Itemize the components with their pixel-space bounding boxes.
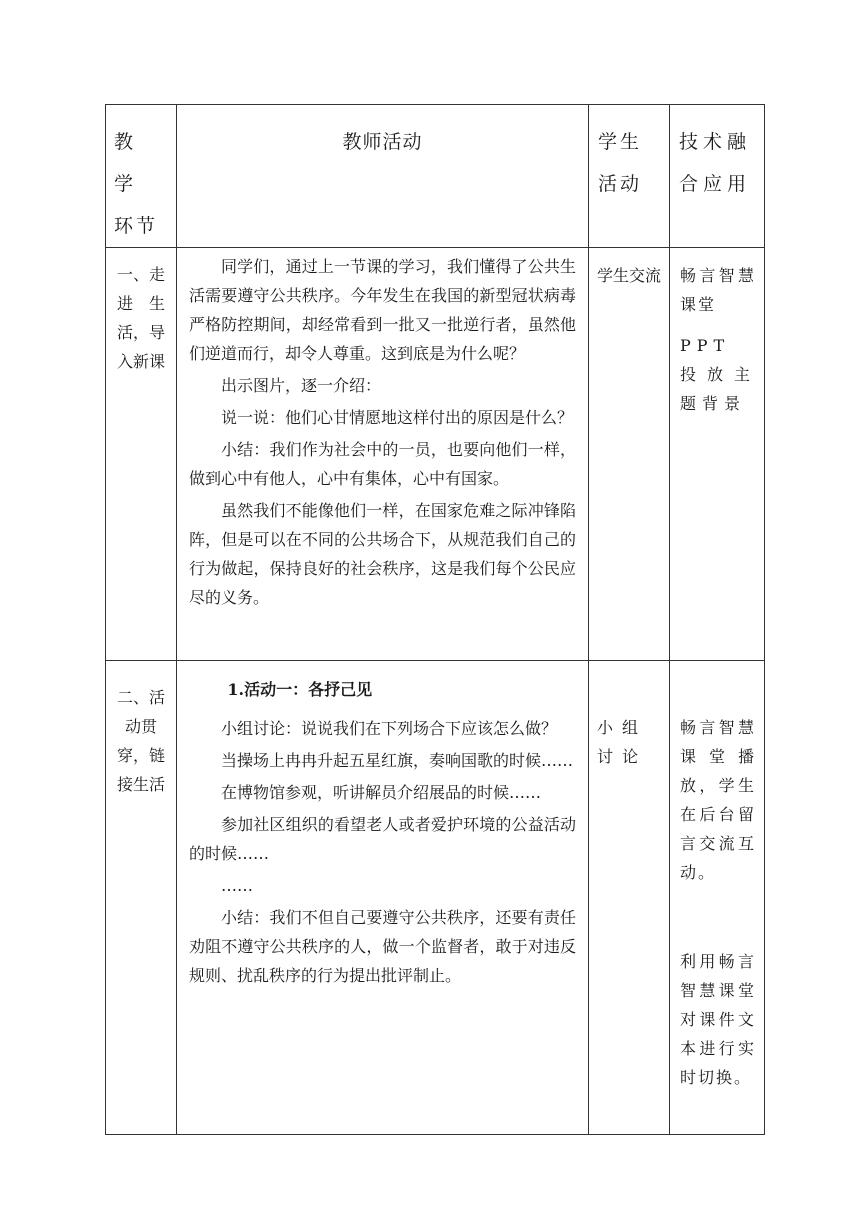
teacher-paragraph: 当操场上冉冉升起五星红旗，奏响国歌的时候…… [221,751,574,770]
header-student-line1: 学生 [598,131,643,153]
stage-cell [106,248,177,661]
lesson-plan-table [105,104,765,1135]
table-header-row [106,105,765,248]
header-tech-line1: 技术融 [679,131,752,153]
teacher-cell [177,248,589,661]
teacher-paragraph: 小结：我们作为社会中的一员，也要向他们一样，做到心中有他人，心中有集体，心中有国家。 [189,440,576,488]
header-stage [106,105,177,248]
student-activity: 学生交流 [597,266,662,285]
stage-line: 动贯 [124,717,157,736]
activity-heading: 1.活动一：各抒己见 [227,680,373,699]
stage-line: 一、走 [116,265,165,284]
stage-line: 入新课 [116,352,165,371]
teacher-paragraph: 出示图片，逐一介绍： [221,376,382,395]
student-cell [589,661,670,1135]
teacher-paragraph: …… [221,876,253,895]
stage-line: 接生活 [116,775,165,794]
table-row [106,248,765,661]
header-teacher [177,105,589,248]
tech-cell [670,661,765,1135]
stage-line: 穿，链 [116,746,165,765]
tech-cell [670,248,765,661]
table-row [106,661,765,1135]
header-stage-line2: 环节 [114,215,159,237]
teacher-cell [177,661,589,1135]
header-tech-line2: 合应用 [679,173,752,195]
student-cell [589,248,670,661]
stage-line: 活，导 [116,323,165,342]
header-student [589,105,670,248]
teacher-paragraph: 在博物馆参观，听讲解员介绍展品的时候…… [221,783,542,802]
tech-paragraph: 畅言智慧课堂 [680,266,756,314]
header-student-line2: 活动 [598,173,643,195]
tech-paragraph: PPT 投放主题背景 [680,336,756,413]
tech-paragraph: 利用畅言智慧课堂对课件文本进行实时切换。 [680,952,756,1087]
header-stage-line1: 教学 [114,131,148,195]
tech-paragraph: 畅言智慧课堂播放，学生在后台留言交流互动。 [680,718,756,882]
stage-cell [106,661,177,1135]
stage-line: 二、活 [116,688,165,707]
stage-line: 进 生 [116,294,165,313]
teacher-paragraph: 说一说：他们心甘情愿地这样付出的原因是什么？ [221,408,574,427]
teacher-paragraph: 小结：我们不但自己要遵守公共秩序，还要有责任劝阻不遵守公共秩序的人，做一个监督者，敢于对违反规则、扰乱秩序的行为提出批评制止。 [189,908,576,985]
teacher-paragraph: 小组讨论：说说我们在下列场合下应该怎么做？ [221,719,558,738]
teacher-paragraph: 同学们，通过上一节课的学习，我们懂得了公共生活需要遵守公共秩序。今年发生在我国的新型冠状病毒严格防控期间，却经常看到一批又一批逆行者，虽然他们逆道而行，却令人尊重。这到底是为什么呢？ [189,257,576,363]
teacher-paragraph: 虽然我们不能像他们一样，在国家危难之际冲锋陷阵，但是可以在不同的公共场合下，从规范我们自己的行为做起，保持良好的社会秩序，这是我们每个公民应尽的义务。 [189,501,576,607]
student-activity: 小组讨论 [597,718,648,766]
header-tech [670,105,765,248]
header-teacher-label: 教师活动 [342,131,423,153]
teacher-paragraph: 参加社区组织的看望老人或者爱护环境的公益活动的时候…… [189,815,576,863]
